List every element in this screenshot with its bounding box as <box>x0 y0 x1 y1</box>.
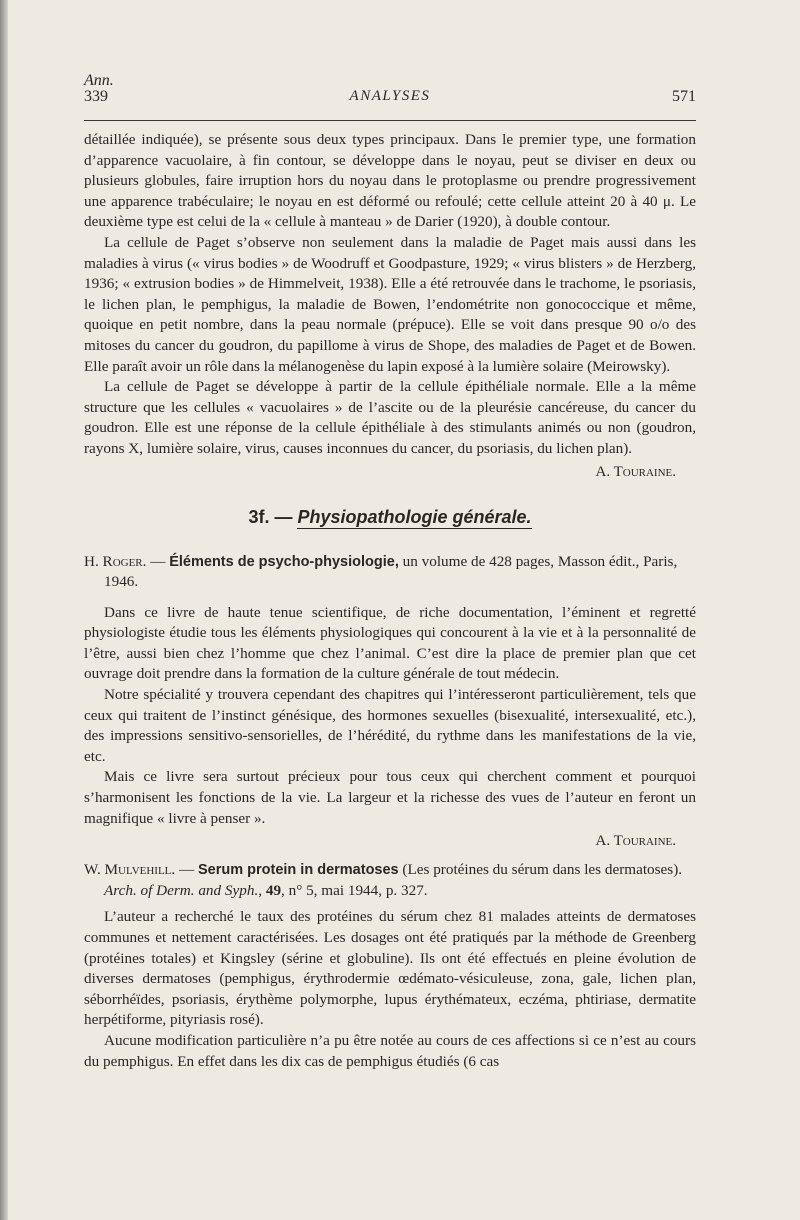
journal-abbrev: Ann. <box>84 72 114 89</box>
page <box>84 68 696 1072</box>
section-number: 3f. — <box>248 506 293 527</box>
paragraph: Dans ce livre de haute tenue scientifique, de riche documentation, l’éminent et regretté physiologiste étudie tous les éléments physiologiques qui concourent à la vie et à la personnalité de l’être, aussi bien chez l’homme que chez l’animal. C’est dire la place de premier plan que cet ouvrage doit prendre dans la formation de la culture générale de tout médecin. <box>84 603 696 683</box>
review-details: (Les protéines du sérum dans les dermatoses). <box>398 861 683 879</box>
review-citation <box>84 552 696 593</box>
signature: A. Touraine. <box>595 463 676 480</box>
paragraph: Mais ce livre sera surtout précieux pour tous ceux qui cherchent comment et pourquoi s’harmonisent les fonctions de la vie. La largeur et la richesse des vues de l’auteur en feront un magnifique « livre à penser ». <box>84 768 696 827</box>
paragraph: détaillée indiquée), se présente sous deux types principaux. Dans le premier type, une formation d’apparence vacuolaire, à fin contour, se développe dans le noyau, peut se diviser en deux ou plusieurs globules, faire irruption hors du noyau dans le protoplasme ou prendre progressivement une apparence trabéculaire; le noyau en est déformé ou refoulé; cette cellule atteint 20 à 40 μ. Le deuxième type est celui de la « cellule à manteau » de Darier (1920), à double contour. <box>84 131 696 231</box>
journal-volume: 49 <box>265 881 282 899</box>
header-rule <box>84 120 696 121</box>
paragraph: Notre spécialité y trouvera cependant des chapitres qui l’intéresseront particulièrement, tels que ceux qui traitent de l’instinct génésique, des hormones sexuelles (bisexualité, intersexualité, etc.), des impressions sensitivo-sensorielles, de l’hérédité, du rythme dans les manifestations de la vie, etc. <box>84 686 696 765</box>
review-entry <box>84 552 696 853</box>
binding-gutter <box>0 0 8 1220</box>
volume-number: 339 <box>84 88 108 105</box>
page-number: 571 <box>672 88 696 105</box>
paragraph: La cellule de Paget se développe à partir de la cellule épithéliale normale. Elle a la même structure que les cellules « vacuolaires » de l’ascite ou de la pleurésie cancéreuse, du cancer du goudron. Elle est une réponse de la cellule épithéliale à des stimulants animés ou non (goudron, rayons X, lumière solaire, virus, causes inconnues du cancer, du psoriasis, du lichen plan). <box>84 378 696 457</box>
review-citation: W. Mulvehill. — Serum protein in dermatoses (Les protéines du sérum dans les dermatoses). Arch. of Derm. and Syph., 49, n° 5, mai 1944, p. 327. <box>84 861 683 899</box>
paragraph: Aucune modification particulière n’a pu être notée au cours de ces affections si ce n’est au cours du pemphigus. En effet dans les dix cas de pemphigus étudiés (6 cas <box>84 1031 696 1070</box>
page-header <box>84 68 696 122</box>
paragraph: L’auteur a recherché le taux des protéines du sérum chez 81 malades atteints de dermatoses communes et nettement caractérisées. Les dosages ont été pratiqués par la méthode de Greenberg (protéines totales) et Kingsley (sérine et globuline). Ils ont été effectués en pleine évolution de diverses dermatoses (pemphigus, érythrodermie œdémato-vésiculeuse, zona, gale, lichen plan, séborrhéïdes, psoriasis, érythème polymorphe, lupus érythémateux, eczéma, phtiriase, dermatite herpétiforme, pityriasis rosé). <box>84 908 696 1029</box>
citation-dash: — <box>175 861 198 879</box>
signature: A. Touraine. <box>595 833 676 850</box>
continued-review <box>84 130 696 483</box>
section-heading <box>84 507 696 528</box>
review-title: Serum protein in dermatoses <box>197 862 399 879</box>
section-title: Physiopathologie générale. <box>297 506 532 527</box>
citation-dash: — <box>146 552 170 570</box>
review-entry <box>84 860 696 1072</box>
journal-name: Arch. of Derm. and Syph. <box>104 881 259 899</box>
review-author: W. Mulvehill. <box>84 861 176 879</box>
review-details-end: , n° 5, mai 1944, p. 327. <box>281 881 428 899</box>
paragraph: La cellule de Paget s’observe non seulement dans la maladie de Paget mais aussi dans les maladies à virus (« virus bodies » de Woodruff et Goodpasture, 1929; « virus blisters » de Herzberg, 1936; « extrusion bodies » de Himmelveit, 1938). Elle a été retrouvée dans le trachome, le psoriasis, le lichen plan, le pemphigus, la maladie de Bowen, l’endométrite non gonococcique et même, quoique en petit nombre, dans la peau normale (prépuce). Elle se voit dans presque 90 o/o des mitoses du cancer du goudron, du papillome à virus de Shope, des maladies de Paget et de Bowen. Elle paraît avoir un rôle dans la mélanogenèse du lapin exposé à la lumière solaire (Meirowsky). <box>84 233 696 375</box>
review-details: un volume de 428 pages, Masson édit., Paris, 1946. <box>104 552 678 591</box>
review-title: Éléments de psycho-physiologie, <box>169 553 399 570</box>
review-author: H. Roger. <box>84 552 147 570</box>
running-title: ANALYSES <box>349 88 431 104</box>
